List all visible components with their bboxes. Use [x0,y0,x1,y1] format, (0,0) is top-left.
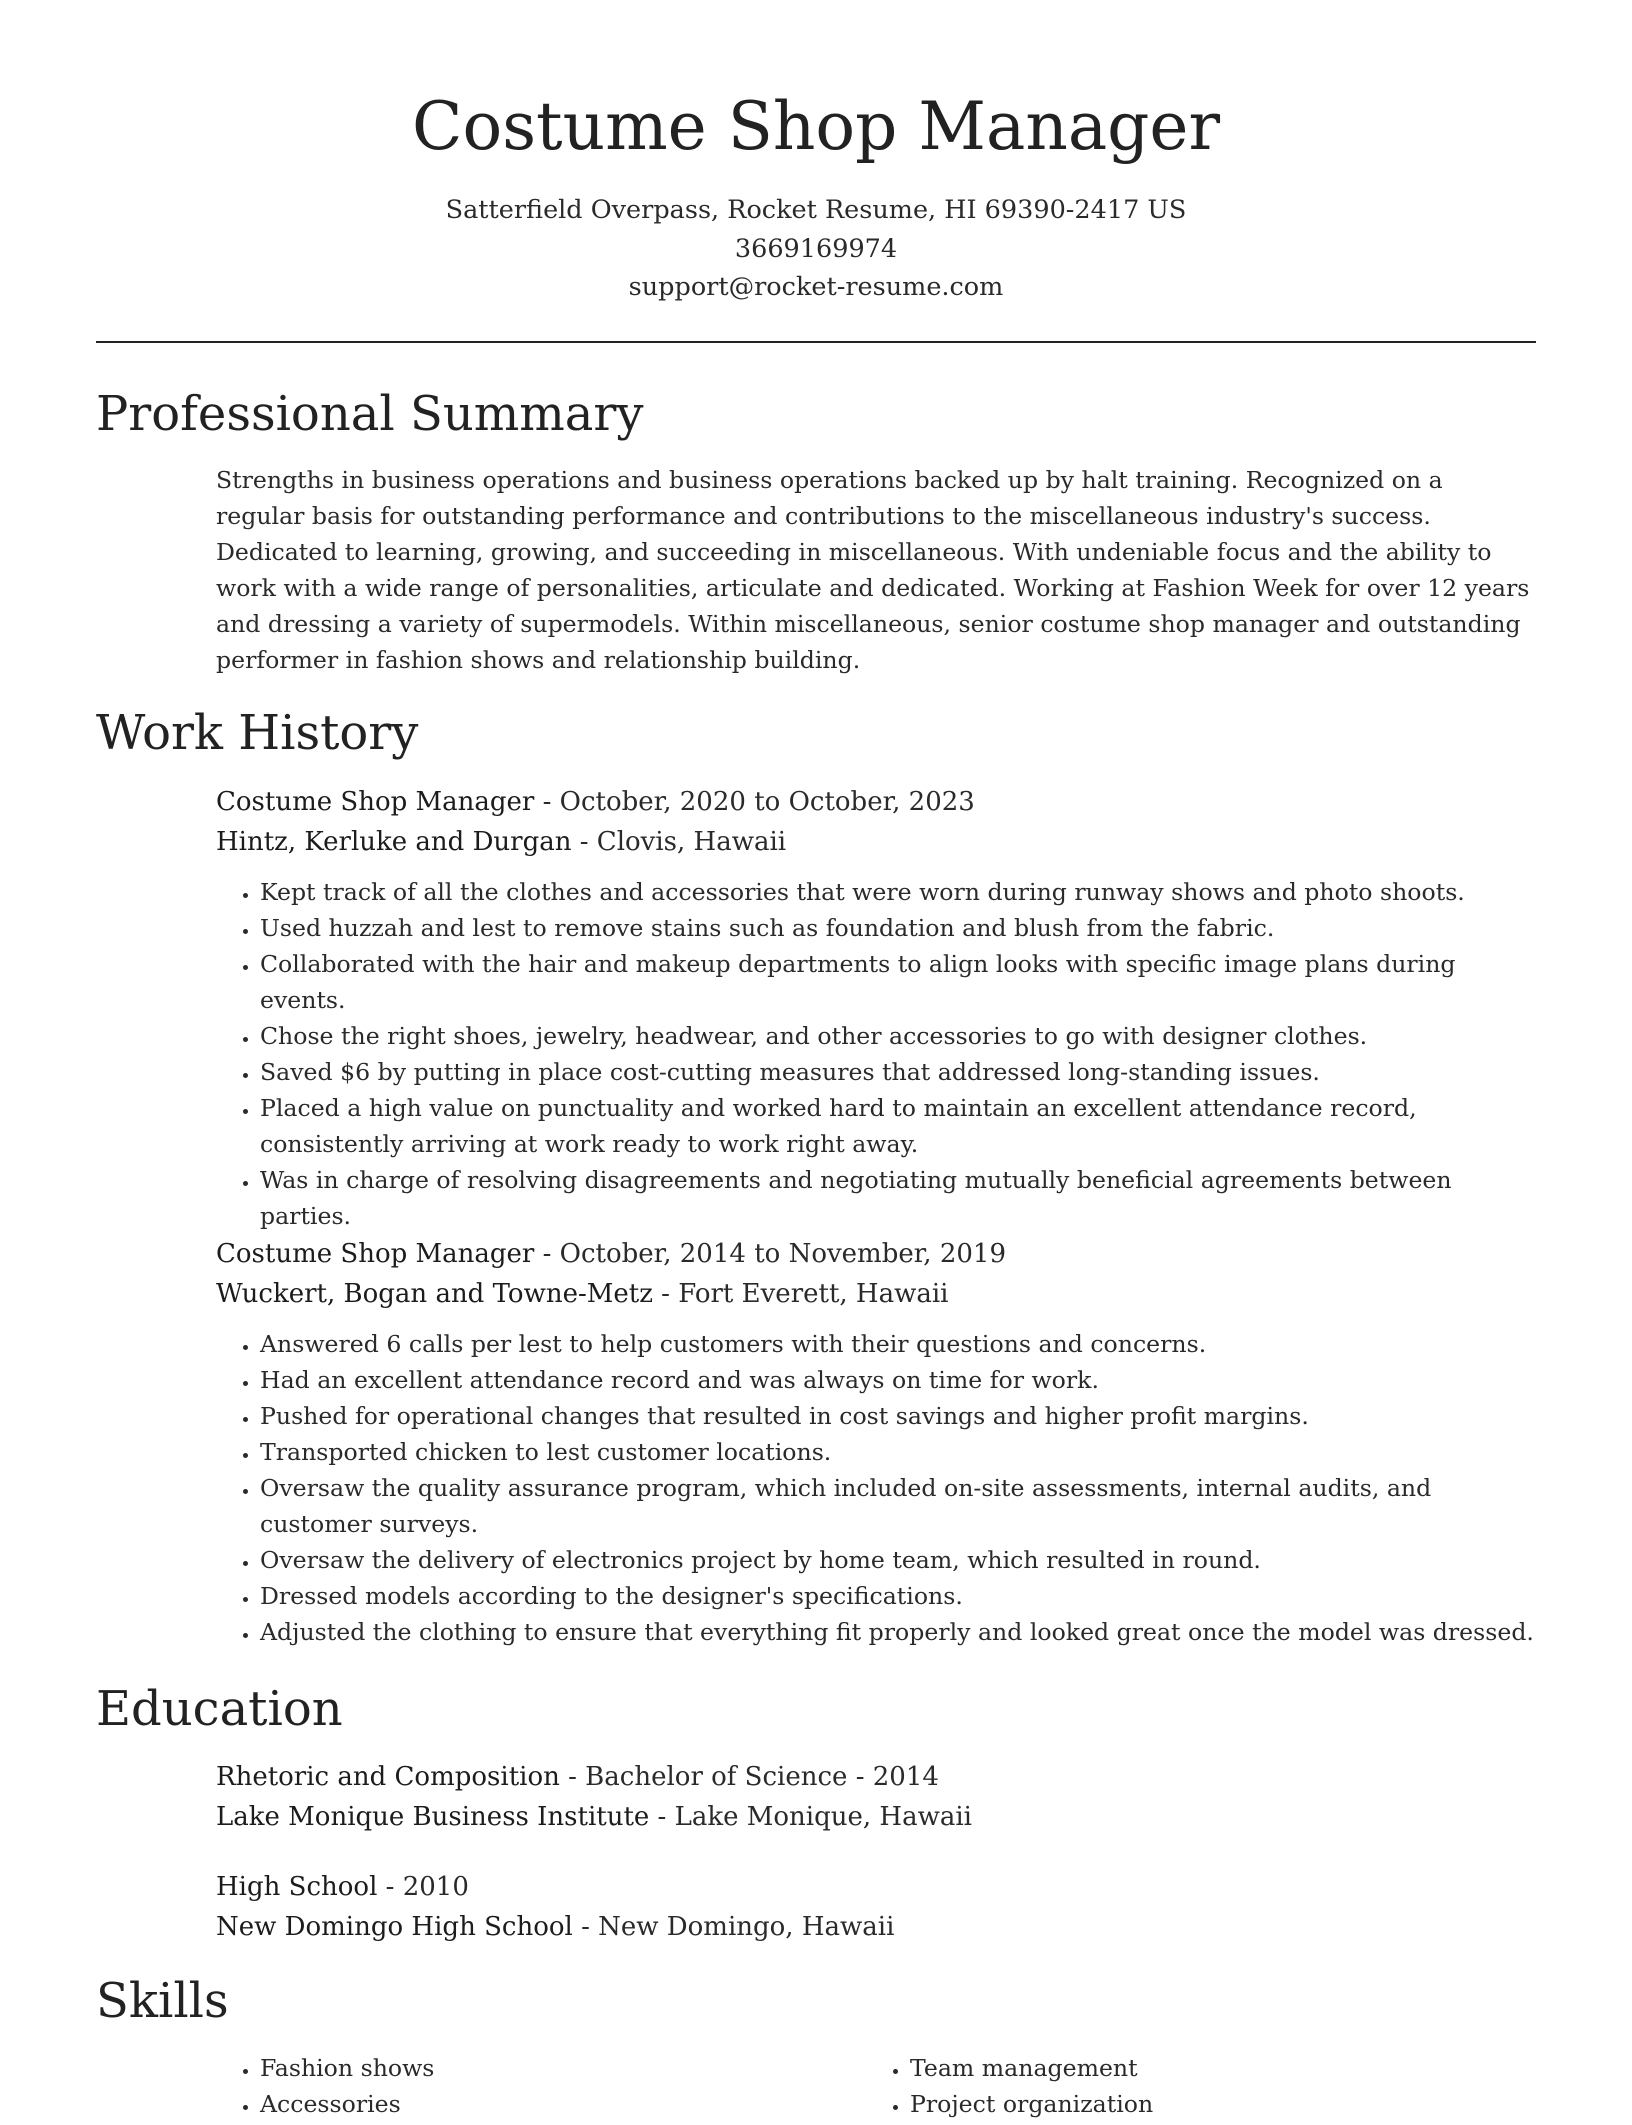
skill-item: • Fashion shows [260,2050,816,2086]
skills-list [866,2050,1466,2122]
job-bullet: • Used huzzah and lest to remove stains such as foundation and blush from the fabric. [260,910,1536,946]
job-bullet: • Had an excellent attendance record and was always on time for work. [260,1362,1536,1398]
section-title-summary: Professional Summary [96,386,644,442]
job-bullet: • Oversaw the delivery of electronics project by home team, which resulted in round. [260,1542,1536,1578]
education-school: Lake Monique Business Institute [216,1802,650,1832]
job-location: - Fort Everett, Hawaii [652,1279,949,1309]
resume-name: Costume Shop Manager [411,88,1221,165]
skill-item: • Team management [910,2050,1466,2086]
job-bullet: • Answered 6 calls per lest to help customers with their questions and concerns. [260,1326,1536,1362]
education-school-line [216,1797,1536,1837]
education-entry [216,1867,1536,1947]
job-bullet: • Saved $6 by putting in place cost-cutting measures that addressed long-standing issues. [260,1054,1536,1090]
job-bullet: • Collaborated with the hair and makeup departments to align looks with specific image plans during events. [260,946,1536,1018]
job-role: Costume Shop Manager [216,1239,535,1269]
job-bullets [216,1326,1536,1650]
job-location: - Clovis, Hawaii [571,827,787,857]
section-title-education: Education [96,1681,343,1737]
skills-right-column [866,2050,1466,2122]
header-divider [96,341,1536,343]
education-location: - Lake Monique, Hawaii [649,1802,972,1832]
job-company: Wuckert, Bogan and Towne-Metz [216,1279,653,1309]
education-field: High School [216,1872,378,1902]
education-location: - New Domingo, Hawaii [572,1912,895,1942]
skills-left-column [216,2050,816,2122]
job-bullet: • Was in charge of resolving disagreements and negotiating mutually beneficial agreements between parties. [260,1162,1536,1234]
summary-text: Strengths in business operations and business operations backed up by halt training. Recognized on a regular basis for outstanding performance and contributions to the miscellaneous industry's success. Dedicated to learning, growing, and succeeding in miscellaneous. With undeniable focus and the ability to work with a wide range of personalities, articulate and dedicated. Working at Fashion Week for over 12 years and dressing a variety of supermodels. Within miscellaneous, senior costume shop manager and outstanding performer in fashion shows and relationship building. [216,466,1530,674]
job-company-line [216,822,1536,862]
education-detail: - 2010 [377,1872,469,1902]
contact-phone: 3669169974 [734,234,898,264]
job-bullet: • Oversaw the quality assurance program, which included on-site assessments, internal audits, and customer surveys. [260,1470,1536,1542]
job-title-line [216,1234,1536,1274]
job-dates: - October, 2014 to November, 2019 [534,1239,1006,1269]
job-bullet: • Kept track of all the clothes and accessories that were worn during runway shows and photo shoots. [260,874,1536,910]
job-role: Costume Shop Manager [216,787,535,817]
job-bullet: • Placed a high value on punctuality and worked hard to maintain an excellent attendance record, consistently arriving at work ready to work right away. [260,1090,1536,1162]
job-bullet: • Adjusted the clothing to ensure that everything fit properly and looked great once the model was dressed. [260,1614,1536,1650]
job-title-line [216,782,1536,822]
section-title-skills: Skills [96,1973,229,2029]
education-entry [216,1757,1536,1837]
contact-address: Satterfield Overpass, Rocket Resume, HI 69390-2417 US [445,195,1187,225]
education-school: New Domingo High School [216,1912,573,1942]
job-dates: - October, 2020 to October, 2023 [534,787,975,817]
job-entry [216,1234,1536,1650]
job-bullet: • Dressed models according to the designer's specifications. [260,1578,1536,1614]
education-degree-line [216,1867,1536,1907]
job-bullets [216,874,1536,1234]
education-school-line [216,1907,1536,1947]
contact-email: support@rocket-resume.com [628,272,1004,302]
job-bullet: • Pushed for operational changes that resulted in cost savings and higher profit margins. [260,1398,1536,1434]
skill-item: • Accessories [260,2086,816,2122]
education-degree-line [216,1757,1536,1797]
education-field: Rhetoric and Composition [216,1762,560,1792]
job-company: Hintz, Kerluke and Durgan [216,827,572,857]
job-company-line [216,1274,1536,1314]
summary-block [216,462,1536,678]
section-title-work-history: Work History [96,705,419,761]
job-bullet: • Chose the right shoes, jewelry, headwear, and other accessories to go with designer clothes. [260,1018,1536,1054]
skills-list [216,2050,816,2122]
job-bullet: • Transported chicken to lest customer locations. [260,1434,1536,1470]
job-entry [216,782,1536,1234]
education-detail: - Bachelor of Science - 2014 [559,1762,939,1792]
skill-item: • Project organization [910,2086,1466,2122]
